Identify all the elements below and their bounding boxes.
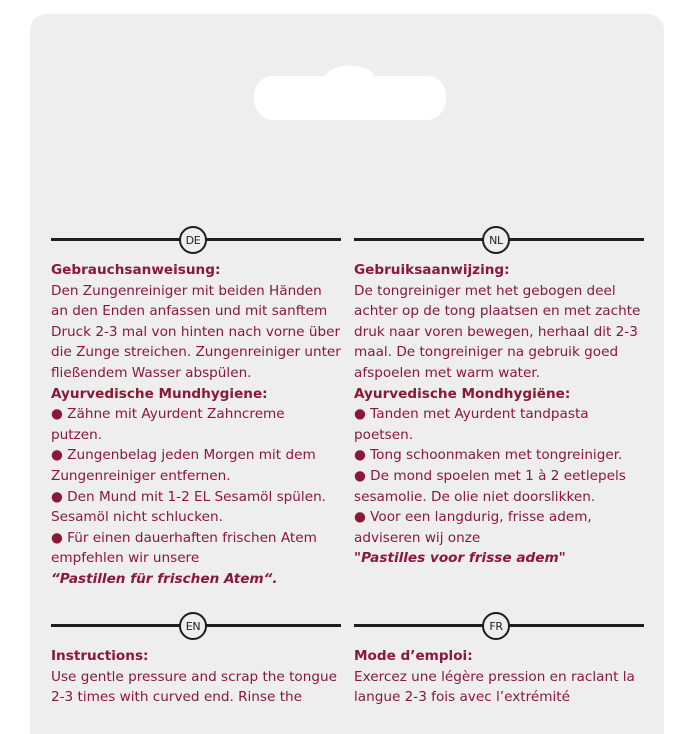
instructions-en — [51, 646, 341, 708]
product-name: “Pastillen für frischen Atem“. — [51, 570, 278, 587]
section-nl — [354, 226, 644, 569]
product-name: "Pastilles voor frisse adem" — [354, 550, 566, 567]
section-divider — [354, 226, 644, 254]
language-badge-de: DE — [179, 226, 207, 254]
instructions-de — [51, 260, 341, 590]
instructions-fr — [354, 646, 644, 708]
section-subtitle: Ayurvedische Mondhygiëne: — [354, 385, 571, 402]
instructions-nl — [354, 260, 644, 569]
language-badge-fr: FR — [482, 612, 510, 640]
section-en — [51, 612, 341, 708]
bullet-item: ● Zähne mit Ayurdent Zahncreme putzen. — [51, 406, 285, 443]
bullet-item: ● Zungenbelag jeden Morgen mit dem Zungenreiniger entfernen. — [51, 447, 316, 484]
section-divider — [51, 612, 341, 640]
bullet-item: ● Voor een langdurig, frisse adem, adviseren wij onze — [354, 509, 592, 546]
hang-hole-icon — [252, 60, 448, 124]
section-divider — [354, 612, 644, 640]
section-title: Gebrauchsanweisung: — [51, 262, 221, 278]
section-fr — [354, 612, 644, 708]
bullet-item: ● Tong schoonmaken met tongreiniger. — [354, 447, 623, 464]
language-badge-nl: NL — [482, 226, 510, 254]
package-card — [30, 14, 664, 734]
bullet-item: ● De mond spoelen met 1 à 2 eetlepels sesamolie. De olie niet doorslikken. — [354, 467, 626, 505]
section-subtitle: Ayurvedische Mundhygiene: — [51, 385, 268, 402]
section-de — [51, 226, 341, 590]
section-divider — [51, 226, 341, 254]
instructions-body: Use gentle pressure and scrap the tongue 2-3 times with curved end. Rinse the — [51, 668, 337, 706]
instructions-body: Exercez une légère pression en raclant la langue 2-3 fois avec l’extrémité — [354, 668, 635, 706]
instructions-body: De tongreiniger met het gebogen deel achter op de tong plaatsen en met zachte druk naar voren bewegen, herhaal dit 2-3 maal. De tongreiniger na gebruik goed afspoelen met warm water. — [354, 282, 641, 381]
section-title: Instructions: — [51, 648, 149, 664]
bullet-item: ● Den Mund mit 1-2 EL Sesamöl spülen. Sesamöl nicht schlucken. — [51, 488, 327, 526]
bullet-item: ● Für einen dauerhaften frischen Atem empfehlen wir unsere — [51, 529, 317, 567]
language-badge-en: EN — [179, 612, 207, 640]
bullet-item: ● Tanden met Ayurdent tandpasta poetsen. — [354, 406, 589, 443]
instructions-body: Den Zungenreiniger mit beiden Händen an den Enden anfassen und mit sanftem Druck 2-3 mal von hinten nach vorne über die Zunge streichen. Zungenreiniger unter fließendem Wasser abspülen. — [51, 282, 341, 381]
section-title: Mode d’emploi: — [354, 648, 473, 664]
section-title: Gebruiksaanwijzing: — [354, 262, 510, 278]
